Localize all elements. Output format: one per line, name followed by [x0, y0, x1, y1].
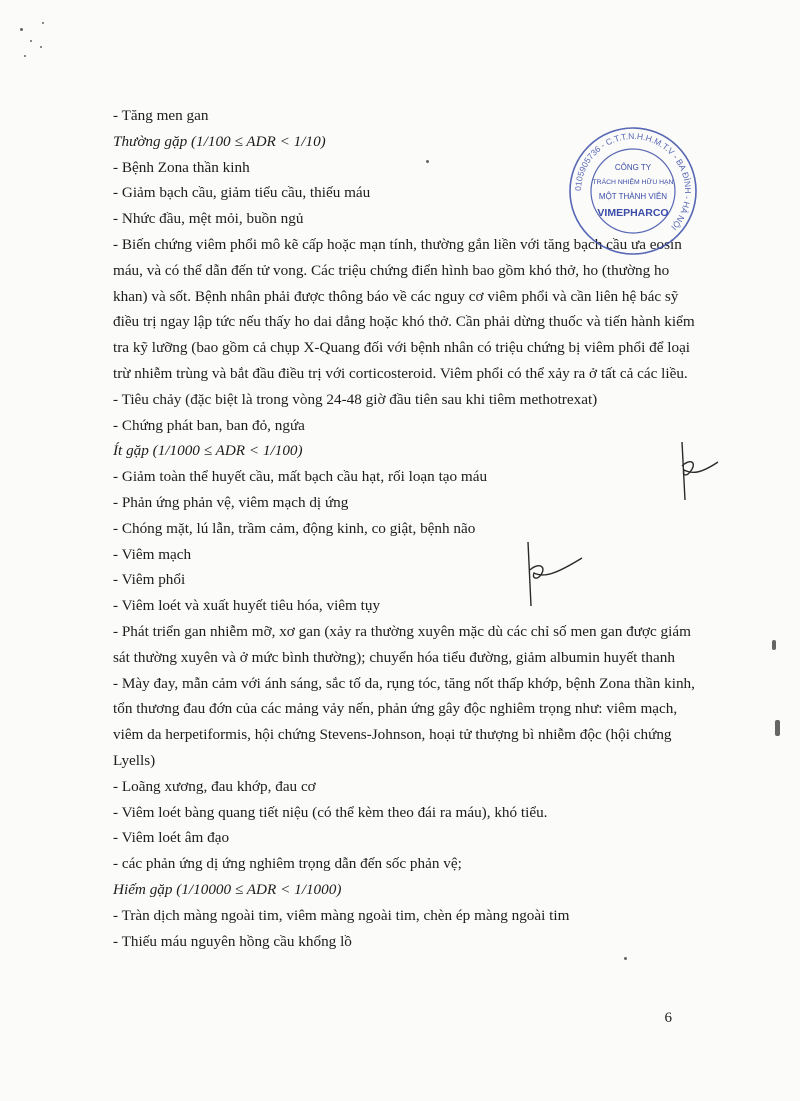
- list-item: - Loãng xương, đau khớp, đau cơ: [113, 777, 316, 795]
- list-item: - Bệnh Zona thần kinh: [113, 158, 250, 176]
- company-seal: [566, 124, 700, 258]
- scan-speck: [624, 957, 627, 960]
- scan-speck: [42, 22, 44, 24]
- list-item: - Giảm bạch cầu, giảm tiểu cầu, thiếu máu: [113, 184, 371, 202]
- section-heading: Hiếm gặp (1/10000 ≤ ADR < 1/1000): [113, 880, 342, 898]
- page-number: 6: [664, 1010, 672, 1026]
- list-item: - Giảm toàn thể huyết cầu, mất bạch cầu hạt, rối loạn tạo máu: [113, 468, 488, 486]
- list-item: - Tiêu chảy (đặc biệt là trong vòng 24-48 giờ đầu tiên sau khi tiêm methotrexat): [113, 390, 598, 408]
- signature-initials-1: [668, 440, 728, 504]
- list-item: - Viêm loét và xuất huyết tiêu hóa, viêm tụy: [113, 597, 381, 615]
- signature-initials-2: [522, 540, 592, 610]
- list-item: - Viêm mạch: [113, 545, 192, 563]
- list-item: - Chóng mặt, lú lẫn, trầm cảm, động kinh, co giật, bệnh não: [113, 519, 476, 537]
- list-item: - Phát triển gan nhiễm mỡ, xơ gan (xảy ra thường xuyên mặc dù các chỉ số men gan được giám sát thường xuyên và ở mức bình thường); chuyển hóa tiểu đường, giảm albumin huyết thanh: [113, 622, 691, 666]
- list-item: - Nhức đầu, mệt mỏi, buồn ngủ: [113, 210, 304, 228]
- scan-speck: [40, 46, 42, 48]
- list-item: - Viêm phổi: [113, 571, 186, 589]
- scan-speck: [426, 160, 429, 163]
- list-item: - Chứng phát ban, ban đỏ, ngứa: [113, 416, 305, 434]
- seal-line-3: MỘT THÀNH VIÊN: [598, 192, 668, 201]
- seal-line-1: CÔNG TY: [614, 163, 652, 172]
- scan-speck: [24, 55, 26, 57]
- seal-line-2: TRÁCH NHIỆM HỮU HẠN: [592, 179, 674, 186]
- list-item: - Thiếu máu nguyên hồng cầu khổng lồ: [113, 932, 352, 950]
- list-item: - Biến chứng viêm phổi mô kẽ cấp hoặc mạn tính, thường gắn liền với tăng bạch cầu ưa eosin máu, và có thể dẫn đến tử vong. Các triệu chứng điển hình bao gồm khó thở, ho (thường ho khan) và sốt. Bệnh nhân phải được thông báo về các nguy cơ viêm phổi và cần liên hệ bác sỹ điều trị ngay lập tức nếu thấy ho dai dẳng hoặc khó thở. Cần phải dừng thuốc và tiến hành kiểm tra kỹ lưỡng (bao gồm cả chụp X-Quang đối với bệnh nhân có triệu chứng bị viêm phổi để loại trừ nhiễm trùng và bắt đầu điều trị với corticosteroid. Viêm phổi có thể xảy ra ở tất cả các liều.: [113, 235, 695, 382]
- section-heading: Thường gặp (1/100 ≤ ADR < 1/10): [113, 132, 326, 150]
- list-item: - Tràn dịch màng ngoài tim, viêm màng ngoài tim, chèn ép màng ngoài tim: [113, 906, 570, 924]
- scan-speck: [20, 28, 23, 31]
- list-item: - Tăng men gan: [113, 107, 209, 124]
- scan-speck: [30, 40, 32, 42]
- list-item: - Viêm loét âm đạo: [113, 829, 230, 847]
- list-item: - Viêm loét bàng quang tiết niệu (có thể kèm theo đái ra máu), khó tiểu.: [113, 803, 548, 821]
- section-heading: Ít gặp (1/1000 ≤ ADR < 1/100): [113, 442, 303, 460]
- scan-speck: [775, 720, 780, 736]
- seal-ring-text: 0105905736 - C.T.T.N.H.H.M.T.V - BA ĐÌNH - HÀ NỘI: [572, 130, 694, 233]
- list-item: - Mày đay, mẫn cảm với ánh sáng, sắc tố da, rụng tóc, tăng nốt thấp khớp, bệnh Zona thần kinh, tổn thương đau đớn của các mảng vảy nến, phản ứng gây độc nghiêm trọng như: viêm mạch, viêm da herpetiformis, hội chứng Stevens-Johnson, hoại tử thượng bì nhiễm độc (hội chứng Lyells): [113, 674, 695, 769]
- scan-speck: [772, 640, 776, 650]
- list-item: - Phản ứng phản vệ, viêm mạch dị ứng: [113, 493, 349, 511]
- list-item: - các phản ứng dị ứng nghiêm trọng dẫn đến sốc phản vệ;: [113, 855, 462, 873]
- seal-line-4: VIMEPHARCO: [597, 207, 669, 219]
